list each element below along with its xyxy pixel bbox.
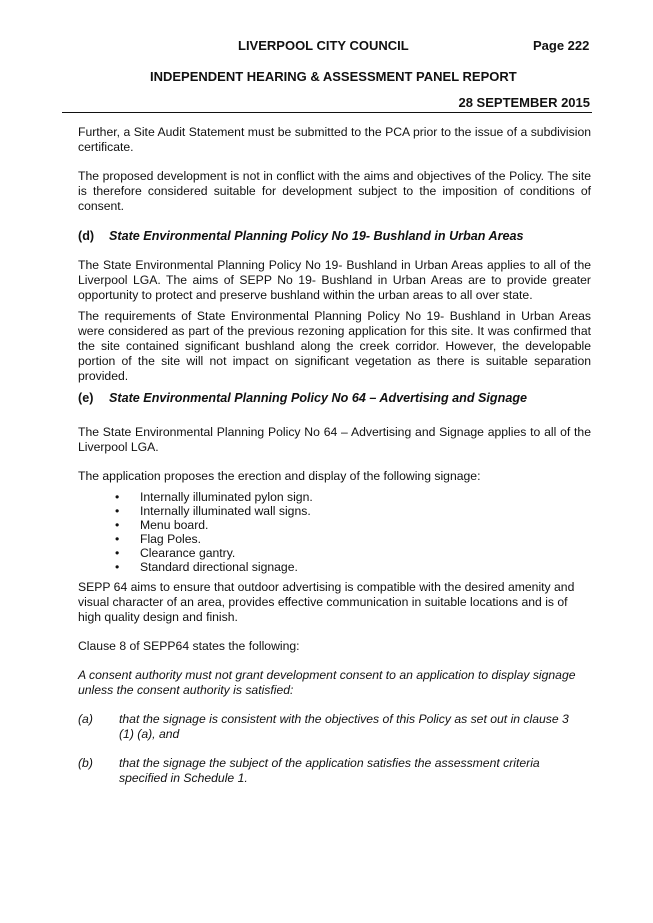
list-item: • Internally illuminated wall signs. [115, 504, 311, 518]
page-number: Page 222 [533, 38, 590, 53]
signage-list [78, 490, 591, 574]
bullet-icon: • [115, 490, 120, 504]
list-item: • Menu board. [115, 518, 209, 532]
clause-text-b: that the signage the subject of the application satisfies the assessment criteria specified in Schedule 1. [119, 756, 540, 785]
clause-label-b: (b) [78, 756, 93, 770]
list-item: • Clearance gantry. [115, 546, 236, 560]
section-title-d: State Environmental Planning Policy No 19- Bushland in Urban Areas [109, 229, 524, 243]
bullet-icon: • [115, 560, 120, 574]
paragraph-consent-authority: A consent authority must not grant development consent to an application to display signage unless the consent authority is satisfied: [78, 668, 576, 697]
clause-a [78, 712, 591, 742]
section-heading-d [78, 228, 591, 244]
list-item: • Flag Poles. [115, 532, 201, 546]
bullet-icon: • [115, 532, 120, 546]
header-divider [62, 112, 592, 113]
section-label-e: (e) [78, 391, 94, 405]
bullet-icon: • [115, 546, 120, 560]
section-heading-e [78, 390, 591, 406]
report-title: INDEPENDENT HEARING & ASSESSMENT PANEL REPORT [150, 69, 517, 84]
clause-b [78, 756, 591, 786]
clause-label-a: (a) [78, 712, 93, 726]
section-label-d: (d) [78, 229, 95, 243]
list-item: • Standard directional signage. [115, 560, 298, 574]
clause-text-a: that the signage is consistent with the objectives of this Policy as set out in clause 3 (1) (a), and [119, 712, 569, 741]
bullet-icon: • [115, 518, 120, 532]
paragraph-sepp19-requirements: The requirements of State Environmental Planning Policy No 19- Bushland in Urban Areas were considered as part of the previous rezoning application for this site. It was confirmed that the site contained significant bushland along the creek corridor. However, the developable portion of the site will not impact on significant vegetation as there is suitable separation provided. [78, 309, 591, 383]
bullet-icon: • [115, 504, 120, 518]
council-name: LIVERPOOL CITY COUNCIL [238, 38, 409, 53]
paragraph-sepp64-aims: SEPP 64 aims to ensure that outdoor advertising is compatible with the desired amenity and visual character of an area, provides effective communication in suitable locations and is of high quality design and finish. [78, 580, 575, 624]
section-title-e: State Environmental Planning Policy No 64 – Advertising and Signage [109, 391, 528, 405]
report-date: 28 SEPTEMBER 2015 [458, 95, 590, 110]
paragraph-sepp64-applies: The State Environmental Planning Policy No 64 – Advertising and Signage applies to all of the Liverpool LGA. [78, 425, 591, 454]
paragraph-policy-conclusion: The proposed development is not in conflict with the aims and objectives of the Policy. The site is therefore considered suitable for development subject to the imposition of conditions of consent. [78, 169, 591, 213]
list-item: • Internally illuminated pylon sign. [115, 490, 313, 504]
paragraph-site-audit: Further, a Site Audit Statement must be submitted to the PCA prior to the issue of a subdivision certificate. [78, 125, 591, 154]
paragraph-clause8-intro: Clause 8 of SEPP64 states the following: [78, 639, 300, 653]
paragraph-sepp19-applies: The State Environmental Planning Policy No 19- Bushland in Urban Areas applies to all of the Liverpool LGA. The aims of SEPP No 19- Bushland in Urban Areas are to provide greater opportunity to protect and preserve bushland within the urban areas to all over state. [78, 258, 591, 302]
paragraph-signage-intro: The application proposes the erection and display of the following signage: [78, 469, 481, 483]
document-body [78, 125, 591, 786]
